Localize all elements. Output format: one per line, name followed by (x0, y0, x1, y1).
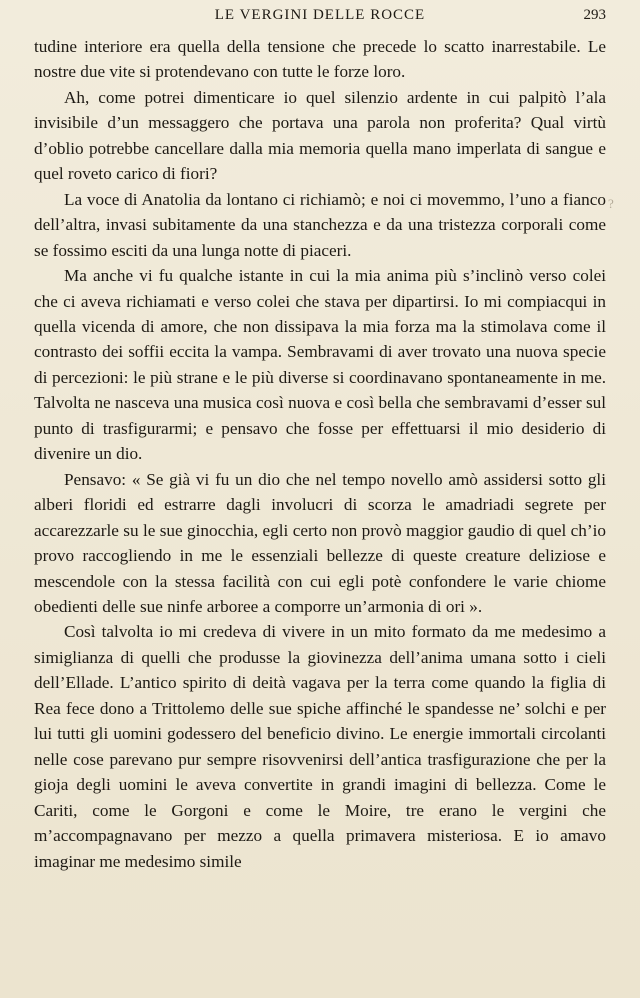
paragraph-3: La voce di Anatolia da lontano ci richiamò; e noi ci movemmo, l’uno a fianco dell’altra, invasi subitamente da una stanchezza e da una tristezza corporali come se fossimo esciti da una lunga notte di piaceri. (34, 189, 606, 260)
paragraph-1: tudine interiore era quella della tensione che precede lo scatto inarrestabile. Le nostre due vite si protendevano con tutte le forze loro. (34, 37, 606, 82)
margin-pencil-mark: ? (608, 196, 614, 211)
paragraph-4: Ma anche vi fu qualche istante in cui la mia anima più s’inclinò verso colei che ci aveva richiamati e verso colei che stava per dipartirsi. Io mi compiacqui in quella vicenda di amore, che non dissipava la mia forza ma la stimolava come il contrasto dei soffii eccita la vampa. Sembravami di aver trovato una nuova specie di percezioni: le più strane e le più diverse si coordinavano spontaneamente in me. Talvolta ne nasceva una musica così nuova e così bella che sembravami d’esser sul punto di trasfigurarmi; e pensavo che fosse per effettuarsi il mio desiderio di divenire un dio. (34, 266, 606, 464)
paragraph-6: Così talvolta io mi credeva di vivere in un mito formato da me medesimo a simiglianza di quelli che produsse la giovinezza dell’anima umana sotto i cieli dell’Ellade. L’antico spirito di deità vagava per la terra come quando la figlia di Rea fece dono a Trittolemo delle sue spiche affinché le spandesse ne’ solchi e per lui tutti gli uomini godessero del beneficio divino. Le energie immortali circolanti nelle cose parevano pur sempre risovvenirsi dell’antica trasfigurazione che per la gioja degli uomini le aveva convertite in grandi imagini di bellezza. Come le Cariti, come le Gorgoni e come le Moire, tre erano le vergini che m’accompagnavano per mezzo a quella primavera misteriosa. E io amavo imaginar me medesimo simile (34, 622, 606, 871)
paragraph-2: Ah, come potrei dimenticare io quel silenzio ardente in cui palpitò l’ala invisibile d’un messaggero che portava una parola non proferita? Qual virtù d’oblio potrebbe cancellare dalla mia memoria quella mano imperlata di sangue e quel roveto carico di fiori? (34, 87, 606, 184)
body-text (34, 34, 606, 874)
running-title: LE VERGINI DELLE ROCCE (214, 7, 426, 23)
running-head (34, 4, 606, 26)
paragraph-5: Pensavo: « Se già vi fu un dio che nel tempo novello amò assidersi sotto gli alberi floridi ed estrarre dagli involucri di scorza le amadriadi segrete per accarezzarle su le sue ginocchia, egli certo non provò maggior gaudio di quel ch’io provo raccogliendo in me le essenziali bellezze di queste creature deliziose e mescendole con la stessa facilità con cui egli potè confondere le varie chiome obedienti delle sue ninfe arboree a comporre un’armonia di ori ». (34, 469, 606, 616)
page-number: 293 (583, 7, 606, 23)
